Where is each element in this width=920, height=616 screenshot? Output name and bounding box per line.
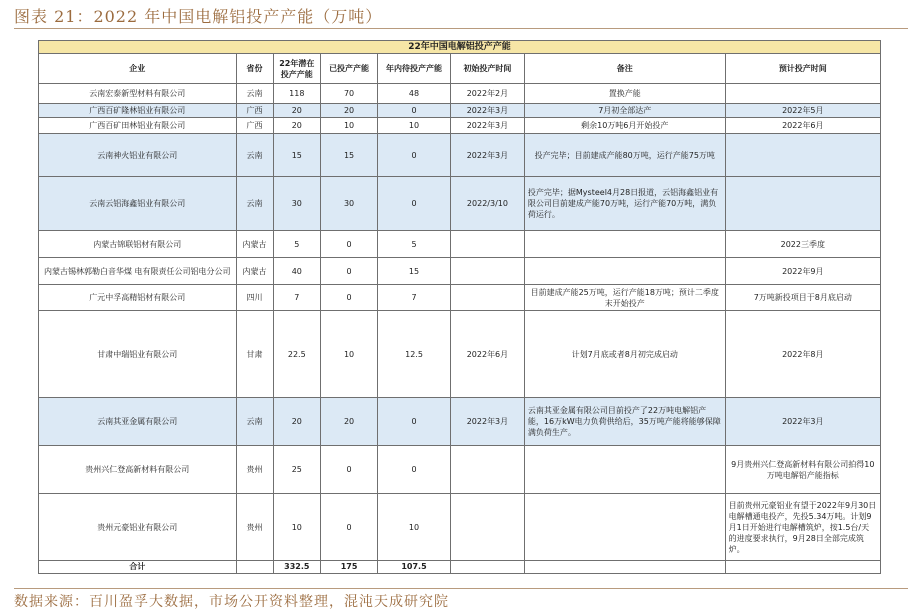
header-produced: 已投产产能	[321, 54, 378, 84]
capacity-table	[38, 40, 881, 574]
title-rule	[14, 28, 908, 29]
table-row	[39, 397, 881, 445]
cell-company: 云南宏泰新型材料有限公司	[39, 84, 237, 104]
cell-company: 云南云铝海鑫铝业有限公司	[39, 176, 237, 230]
table-banner-row	[39, 41, 881, 54]
table-row	[39, 258, 881, 285]
cell-produced: 0	[321, 285, 378, 311]
cell-planned: 7万吨新投项目于8月底启动	[725, 285, 880, 311]
cell-produced: 70	[321, 84, 378, 104]
cell-potential: 20	[273, 104, 321, 118]
cell-potential: 118	[273, 84, 321, 104]
table-row	[39, 231, 881, 258]
cell-province: 四川	[236, 285, 273, 311]
table-row	[39, 285, 881, 311]
cell-start	[450, 494, 524, 560]
table-banner: 22年中国电解铝投产产能	[39, 41, 881, 54]
cell-company: 贵州兴仁登高新材料有限公司	[39, 446, 237, 494]
cell-potential: 22.5	[273, 311, 321, 397]
cell-company: 广西百矿隆林铝业有限公司	[39, 104, 237, 118]
cell-potential: 25	[273, 446, 321, 494]
cell-province: 广西	[236, 104, 273, 118]
cell-note: 云南其亚金属有限公司目前投产了22万吨电解铝产能，16万kW电力负荷供给后，35万吨产能将能够保障满负荷生产。	[524, 397, 725, 445]
source-rule	[14, 588, 908, 589]
table-row	[39, 494, 881, 560]
cell-province: 内蒙古	[236, 258, 273, 285]
cell-start	[450, 446, 524, 494]
total-potential: 332.5	[273, 560, 321, 573]
cell-note: 计划7月底或者8月初完成启动	[524, 311, 725, 397]
cell-potential: 30	[273, 176, 321, 230]
header-planned: 预计投产时间	[725, 54, 880, 84]
cell-pending: 0	[378, 397, 451, 445]
cell-potential: 20	[273, 397, 321, 445]
cell-company: 贵州元豪铝业有限公司	[39, 494, 237, 560]
cell-pending: 15	[378, 258, 451, 285]
cell-potential: 10	[273, 494, 321, 560]
cell-start: 2022/3/10	[450, 176, 524, 230]
cell-start	[450, 258, 524, 285]
cell-produced: 15	[321, 134, 378, 176]
table-row	[39, 84, 881, 104]
cell-start: 2022年3月	[450, 104, 524, 118]
header-potential: 22年潜在投产产能	[273, 54, 321, 84]
cell-pending: 5	[378, 231, 451, 258]
cell-note	[524, 258, 725, 285]
table-row	[39, 118, 881, 134]
cell-province: 广西	[236, 118, 273, 134]
cell-start: 2022年3月	[450, 134, 524, 176]
cell-company: 内蒙古锦联铝材有限公司	[39, 231, 237, 258]
cell-potential: 5	[273, 231, 321, 258]
cell-produced: 0	[321, 258, 378, 285]
cell-planned: 9月贵州兴仁登高新材料有限公司拍得10万吨电解铝产能指标	[725, 446, 880, 494]
cell-planned: 2022年6月	[725, 118, 880, 134]
total-planned	[725, 560, 880, 573]
cell-note: 目前建成产能25万吨，运行产能18万吨；预计二季度末开始投产	[524, 285, 725, 311]
cell-pending: 0	[378, 176, 451, 230]
table-row	[39, 311, 881, 397]
cell-province: 内蒙古	[236, 231, 273, 258]
cell-start	[450, 231, 524, 258]
cell-pending: 7	[378, 285, 451, 311]
cell-planned: 2022年5月	[725, 104, 880, 118]
cell-note: 投产完毕；据Mysteel4月28日报道，云铝海鑫铝业有限公司目前建成产能70万吨，运行产能70万吨，满负荷运行。	[524, 176, 725, 230]
cell-produced: 0	[321, 494, 378, 560]
cell-company: 甘肃中瑞铝业有限公司	[39, 311, 237, 397]
cell-pending: 12.5	[378, 311, 451, 397]
cell-pending: 10	[378, 118, 451, 134]
cell-potential: 40	[273, 258, 321, 285]
cell-province: 贵州	[236, 494, 273, 560]
cell-note: 置换产能	[524, 84, 725, 104]
cell-company: 内蒙古锡林郭勒白音华煤 电有限责任公司铝电分公司	[39, 258, 237, 285]
cell-start: 2022年2月	[450, 84, 524, 104]
header-company: 企业	[39, 54, 237, 84]
cell-start: 2022年6月	[450, 311, 524, 397]
cell-start: 2022年3月	[450, 118, 524, 134]
cell-produced: 0	[321, 231, 378, 258]
cell-company: 云南神火铝业有限公司	[39, 134, 237, 176]
cell-potential: 7	[273, 285, 321, 311]
cell-produced: 20	[321, 104, 378, 118]
cell-province: 云南	[236, 84, 273, 104]
cell-planned	[725, 134, 880, 176]
total-row	[39, 560, 881, 573]
cell-produced: 20	[321, 397, 378, 445]
cell-province: 云南	[236, 176, 273, 230]
total-province	[236, 560, 273, 573]
cell-pending: 48	[378, 84, 451, 104]
cell-pending: 0	[378, 104, 451, 118]
cell-planned: 2022年9月	[725, 258, 880, 285]
cell-planned	[725, 84, 880, 104]
cell-company: 广元中孚高精铝材有限公司	[39, 285, 237, 311]
table-row	[39, 134, 881, 176]
cell-note	[524, 231, 725, 258]
table-header-row	[39, 54, 881, 84]
total-note	[524, 560, 725, 573]
header-note: 备注	[524, 54, 725, 84]
cell-potential: 20	[273, 118, 321, 134]
cell-company: 云南其亚金属有限公司	[39, 397, 237, 445]
cell-province: 甘肃	[236, 311, 273, 397]
cell-pending: 0	[378, 134, 451, 176]
header-pending: 年内待投产产能	[378, 54, 451, 84]
cell-note: 7月初全部达产	[524, 104, 725, 118]
cell-note: 剩余10万吨6月开始投产	[524, 118, 725, 134]
cell-planned: 2022三季度	[725, 231, 880, 258]
cell-planned: 2022年8月	[725, 311, 880, 397]
cell-pending: 0	[378, 446, 451, 494]
header-province: 省份	[236, 54, 273, 84]
cell-produced: 10	[321, 311, 378, 397]
cell-start	[450, 285, 524, 311]
figure-title: 图表 21：2022 年中国电解铝投产产能（万吨）	[14, 7, 383, 26]
cell-province: 云南	[236, 397, 273, 445]
cell-potential: 15	[273, 134, 321, 176]
cell-note: 投产完毕；目前建成产能80万吨，运行产能75万吨	[524, 134, 725, 176]
total-label: 合计	[39, 560, 237, 573]
source-text: 数据来源：百川盈孚大数据，市场公开资料整理，混沌天成研究院	[14, 594, 449, 610]
cell-province: 云南	[236, 134, 273, 176]
table-row	[39, 176, 881, 230]
total-produced: 175	[321, 560, 378, 573]
cell-company: 广西百矿田林铝业有限公司	[39, 118, 237, 134]
cell-planned: 2022年3月	[725, 397, 880, 445]
total-start	[450, 560, 524, 573]
cell-province: 贵州	[236, 446, 273, 494]
total-pending: 107.5	[378, 560, 451, 573]
cell-produced: 30	[321, 176, 378, 230]
cell-produced: 0	[321, 446, 378, 494]
table-row	[39, 104, 881, 118]
header-start: 初始投产时间	[450, 54, 524, 84]
cell-note	[524, 446, 725, 494]
cell-pending: 10	[378, 494, 451, 560]
cell-note	[524, 494, 725, 560]
cell-start: 2022年3月	[450, 397, 524, 445]
cell-planned	[725, 176, 880, 230]
cell-produced: 10	[321, 118, 378, 134]
table-row	[39, 446, 881, 494]
cell-planned: 目前贵州元豪铝业有望于2022年9月30日电解槽通电投产，先投5.34万吨。计划9月1日开始进行电解槽筑炉，按1.5台/天的进度要求执行，9月28日全部完成筑炉。	[725, 494, 880, 560]
